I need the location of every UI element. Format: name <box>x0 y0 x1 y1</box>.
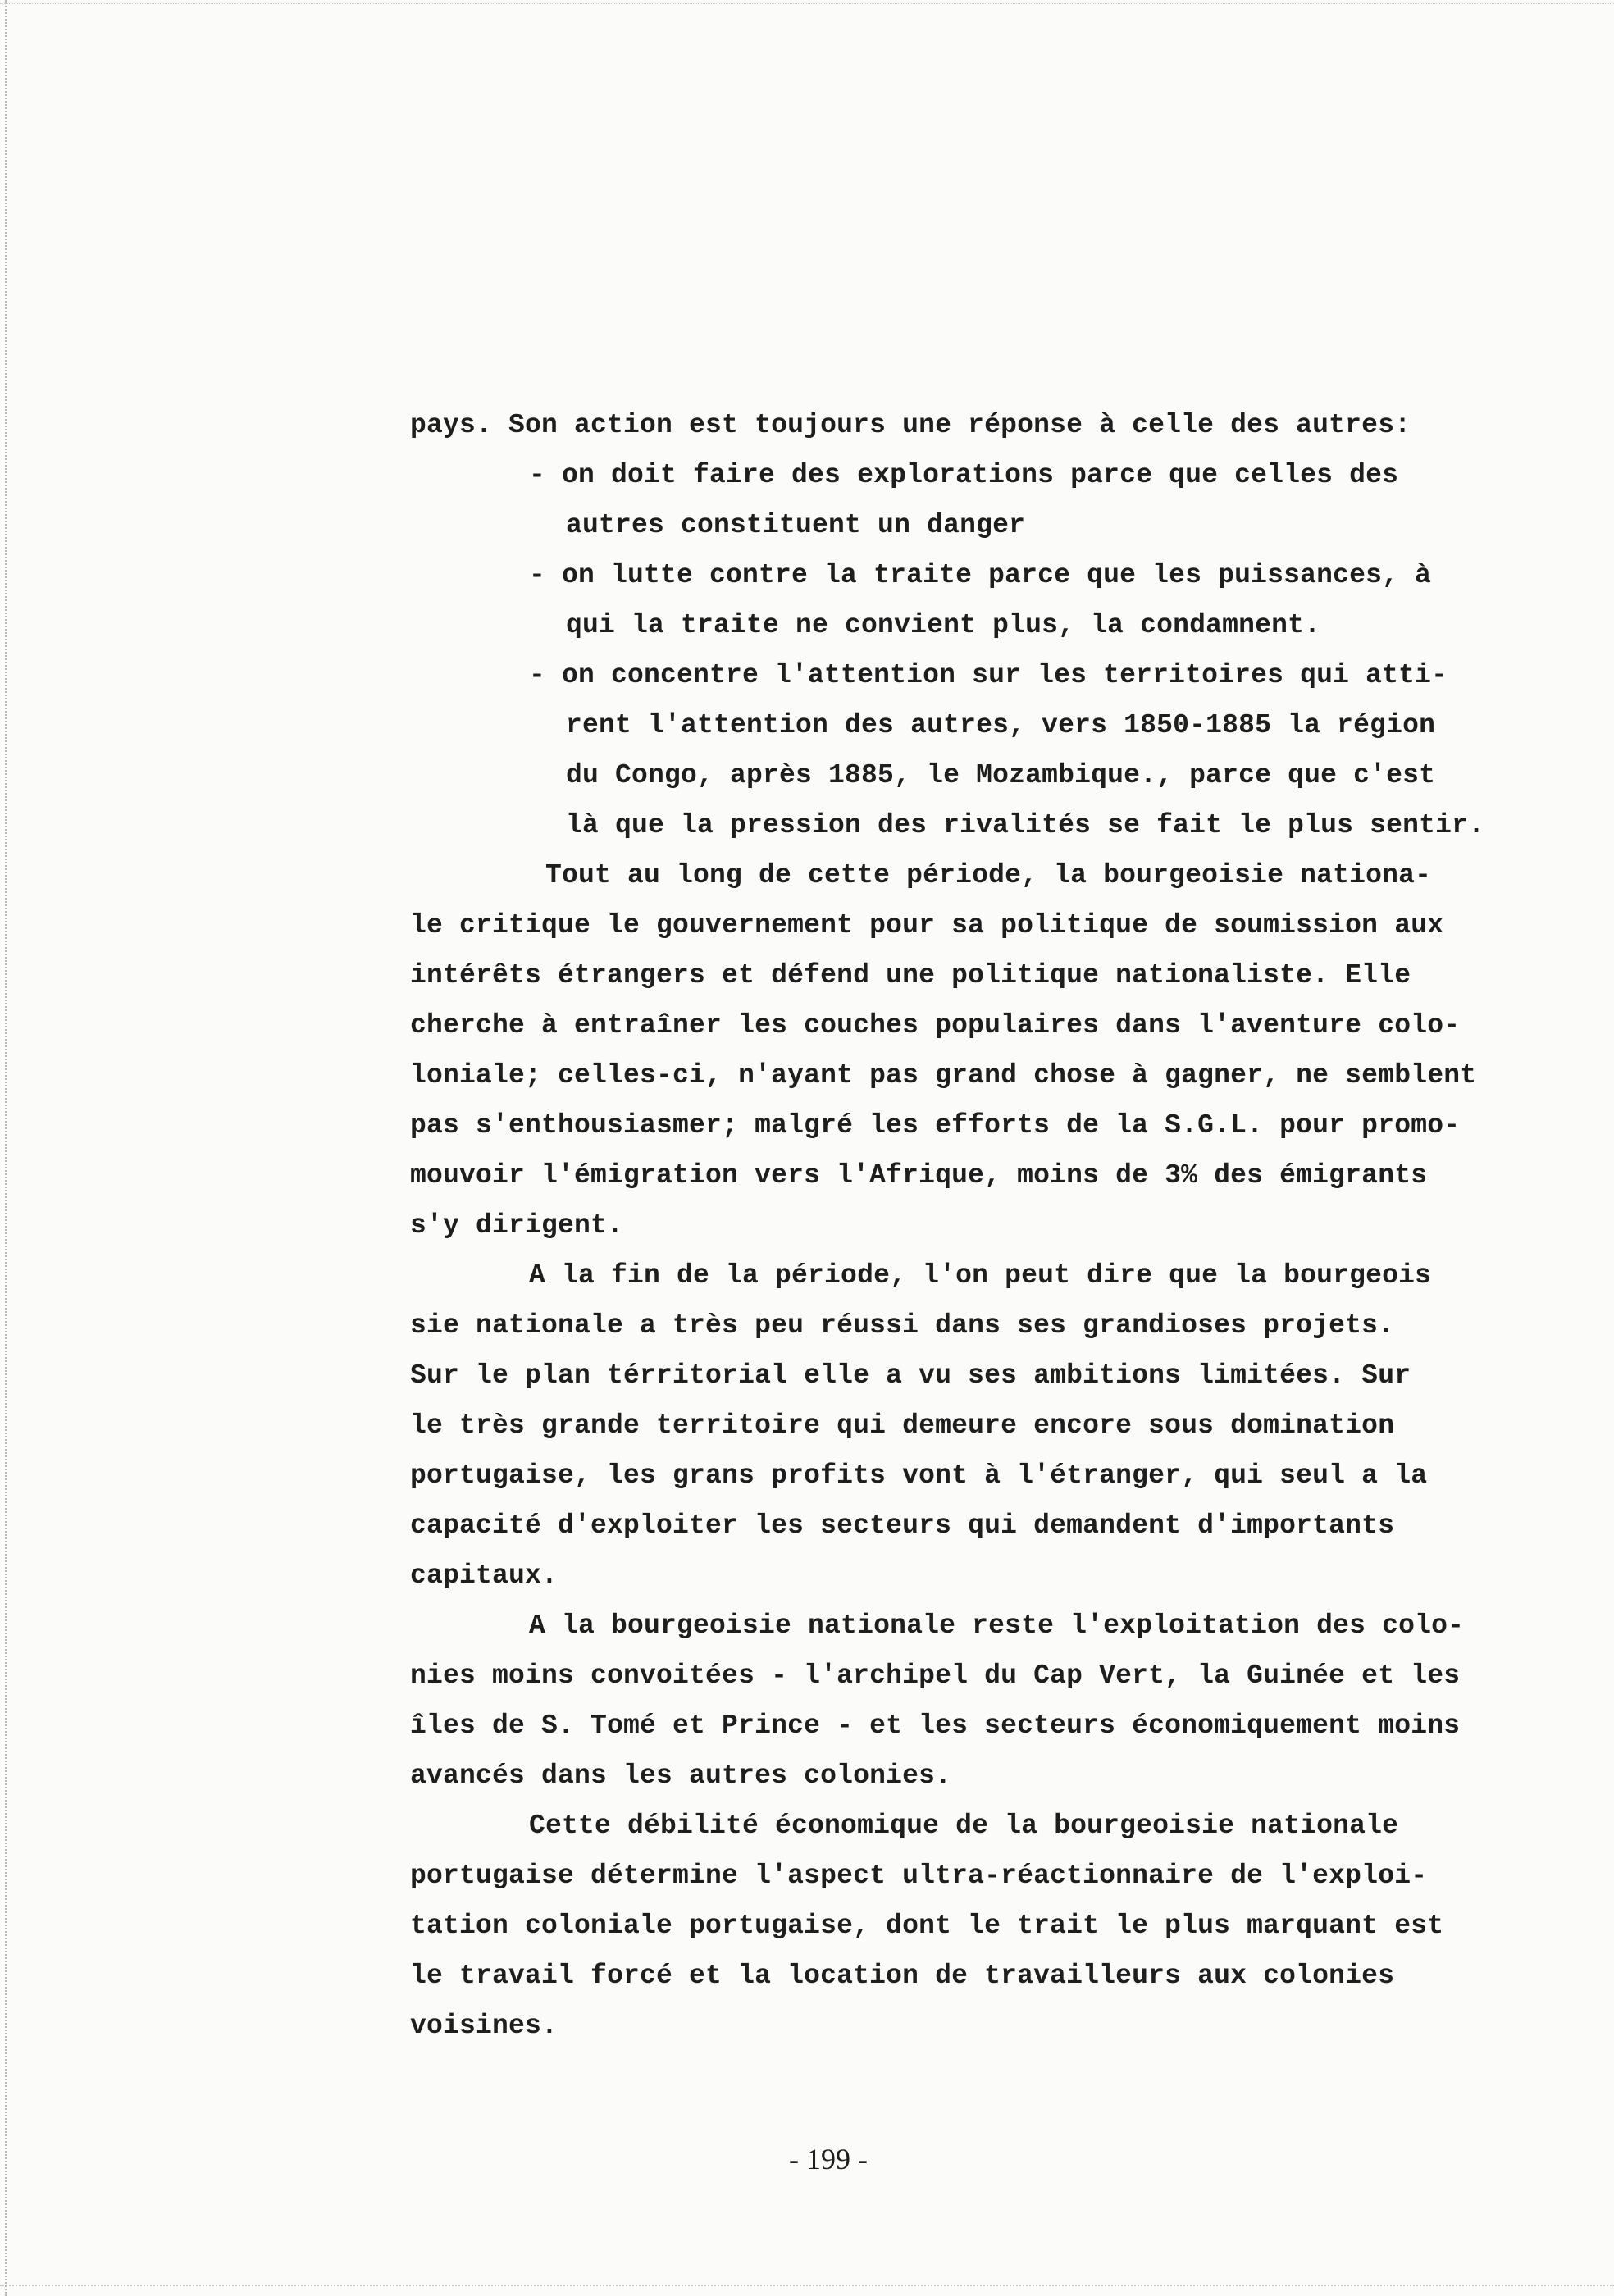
paragraph-line: loniale; celles-ci, n'ayant pas grand chose à gagner, ne semblent <box>410 1060 1477 1091</box>
paragraph-line: le critique le gouvernement pour sa politique de soumission aux <box>410 910 1444 941</box>
paragraph-exploitation-colonies <box>410 1601 1542 1801</box>
dash-item-line: - on concentre l'attention sur les territoires qui atti- <box>529 660 1448 690</box>
paragraph-line: cherche à entraîner les couches populaires dans l'aventure colo- <box>410 1010 1461 1041</box>
paragraph-line: portugaise, les grans profits vont à l'étranger, qui seul a la <box>410 1460 1428 1491</box>
body-text <box>410 400 1542 2051</box>
paragraph-line: pas s'enthousiasmer; malgré les efforts de la S.G.L. pour promo- <box>410 1110 1461 1141</box>
dash-item-line: - on doit faire des explorations parce que celles des <box>529 460 1399 490</box>
paragraph-line: capacité d'exploiter les secteurs qui demandent d'importants <box>410 1510 1395 1541</box>
paragraph-debilite-economique <box>410 1801 1542 2051</box>
dash-item-traite <box>410 550 1542 650</box>
dash-item-line: rent l'attention des autres, vers 1850-1885 la région <box>566 710 1436 740</box>
paragraph-line: le très grande territoire qui demeure encore sous domination <box>410 1410 1395 1441</box>
paragraph-bourgeoisie-critique <box>410 850 1542 1250</box>
paragraph-line: Tout au long de cette période, la bourgeoisie nationa- <box>545 860 1432 891</box>
dash-item-line: - on lutte contre la traite parce que les puissances, à <box>529 560 1432 590</box>
paragraph-line: capitaux. <box>410 1560 559 1591</box>
paragraph-line: voisines. <box>410 2011 559 2041</box>
paragraph-line: îles de S. Tomé et Prince - et les secteurs économiquement moins <box>410 1711 1461 1741</box>
dash-item-line: du Congo, après 1885, le Mozambique., parce que c'est <box>566 760 1436 790</box>
scan-bottom-edge <box>0 2285 1614 2289</box>
scan-left-edge <box>0 0 7 2296</box>
paragraph-line: A la fin de la période, l'on peut dire que la bourgeois <box>529 1260 1432 1291</box>
paragraph-line: avancés dans les autres colonies. <box>410 1761 952 1791</box>
paragraph-line: nies moins convoitées - l'archipel du Cap Vert, la Guinée et les <box>410 1660 1461 1691</box>
dash-item-territoires <box>410 650 1542 850</box>
dash-item-explorations <box>410 450 1542 550</box>
paragraph-line: A la bourgeoisie nationale reste l'exploitation des colo- <box>529 1610 1465 1641</box>
paragraph-line: portugaise détermine l'aspect ultra-réactionnaire de l'exploi- <box>410 1861 1428 1891</box>
opening-line: pays. Son action est toujours une réponse à celle des autres: <box>410 410 1411 440</box>
paragraph-line: sie nationale a très peu réussi dans ses grandioses projets. <box>410 1310 1395 1341</box>
scan-top-edge <box>0 0 1614 4</box>
paragraph-line: mouvoir l'émigration vers l'Afrique, moins de 3% des émigrants <box>410 1160 1428 1191</box>
paragraph-fin-periode <box>410 1250 1542 1601</box>
paragraph-line: Cette débilité économique de la bourgeoisie nationale <box>529 1811 1399 1841</box>
dash-item-line: qui la traite ne convient plus, la condamnent. <box>566 610 1321 640</box>
paragraph-line: intérêts étrangers et défend une politique nationaliste. Elle <box>410 960 1411 991</box>
page-number: - 199 - <box>789 2143 868 2175</box>
dash-item-line: là que la pression des rivalités se fait le plus sentir. <box>566 810 1485 840</box>
paragraph-line: s'y dirigent. <box>410 1210 624 1241</box>
paragraph-line: Sur le plan térritorial elle a vu ses ambitions limitées. Sur <box>410 1360 1411 1391</box>
paragraph-line: le travail forcé et la location de travailleurs aux colonies <box>410 1961 1395 1991</box>
paragraph-line: tation coloniale portugaise, dont le trait le plus marquant est <box>410 1911 1444 1941</box>
dash-item-line: autres constituent un danger <box>566 510 1026 540</box>
